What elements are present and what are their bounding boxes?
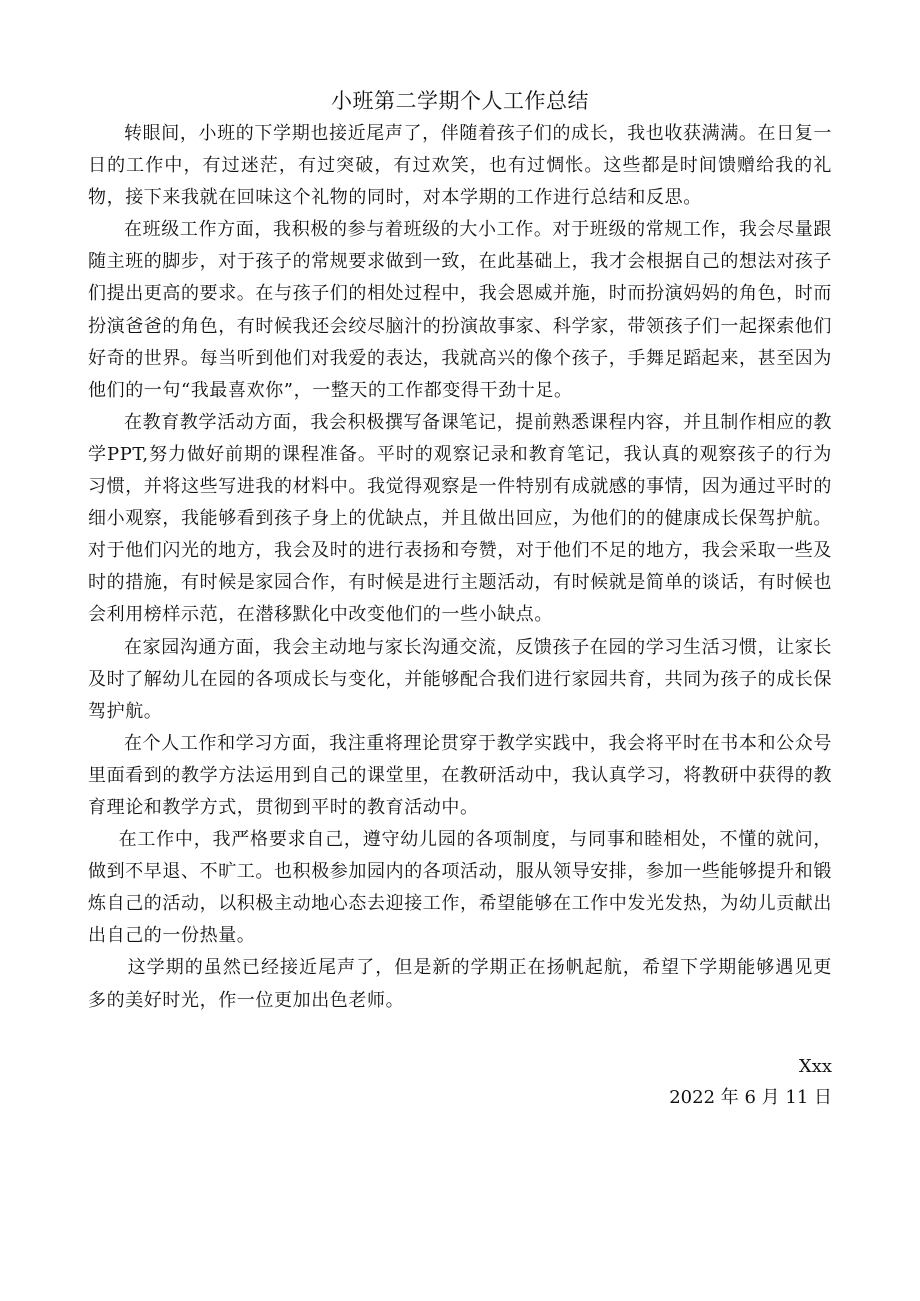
paragraph-closing: 这学期的虽然已经接近尾声了，但是新的学期正在扬帆起航，希望下学期能够遇见更多的美好时光，作一位更加出色老师。 <box>88 957 832 1011</box>
paragraph-class-work: 在班级工作方面，我积极的参与着班级的大小工作。对于班级的常规工作，我会尽量跟随主班的脚步，对于孩子的常规要求做到一致，在此基础上，我才会根据自己的想法对孩子们提出更高的要求。在与孩子们的相处过程中，我会恩威并施，时而扮演妈妈的角色，时而扮演爸爸的角色，有时候我还会绞尽脑汁的扮演故事家、科学家，带领孩子们一起探索他们好奇的世界。每当听到他们对我爱的表达，我就高兴的像个孩子，手舞足蹈起来，甚至因为他们的一句“我最喜欢你”，一整天的工作都变得干劲十足。 <box>88 219 832 401</box>
paragraph-discipline: 在工作中，我严格要求自己，遵守幼儿园的各项制度，与同事和睦相处，不懂的就问，做到不早退、不旷工。也积极参加园内的各项活动，服从领导安排，参加一些能够提升和锻炼自己的活动，以积极主动地心态去迎接工作，希望能够在工作中发光发热，为幼儿贡献出出自己的一份热量。 <box>88 829 832 947</box>
paragraph-study: 在个人工作和学习方面，我注重将理论贯穿于教学实践中，我会将平时在书本和公众号里面看到的教学方法运用到自己的课堂里，在教研活动中，我认真学习，将教研中获得的教育理论和教学方式，贯彻到平时的教育活动中。 <box>88 732 832 818</box>
document-body <box>88 118 832 1017</box>
document-title: 小班第二学期个人工作总结 <box>331 89 589 113</box>
paragraph-teaching: 在教育教学活动方面，我会积极撰写备课笔记，提前熟悉课程内容，并且制作相应的教学PPT,努力做好前期的课程准备。平时的观察记录和教育笔记，我认真的观察孩子的行为习惯，并将这些写进我的材料中。我觉得观察是一件特别有成就感的事情，因为通过平时的细小观察，我能够看到孩子身上的优缺点，并且做出回应，为他们的的健康成长保驾护航。对于他们闪光的地方，我会及时的进行表扬和夸赞，对于他们不足的地方，我会采取一些及时的措施，有时候是家园合作，有时候是进行主题活动，有时候就是简单的谈话，有时候也会利用榜样示范，在潜移默化中改变他们的一些小缺点。 <box>88 411 832 626</box>
paragraph-intro: 转眼间，小班的下学期也接近尾声了，伴随着孩子们的成长，我也收获满满。在日复一日的工作中，有过迷茫，有过突破，有过欢笑，也有过惆怅。这些都是时间馈赠给我的礼物，接下来我就在回味这个礼物的同时，对本学期的工作进行总结和反思。 <box>88 123 832 209</box>
document-date: 2022 年 6 月 11 日 <box>669 1087 832 1108</box>
paragraph-home-school: 在家园沟通方面，我会主动地与家长沟通交流，反馈孩子在园的学习生活习惯，让家长及时了解幼儿在园的各项成长与变化，并能够配合我们进行家园共育，共同为孩子的成长保驾护航。 <box>88 636 832 722</box>
author-signature: Xxx <box>798 1056 832 1077</box>
